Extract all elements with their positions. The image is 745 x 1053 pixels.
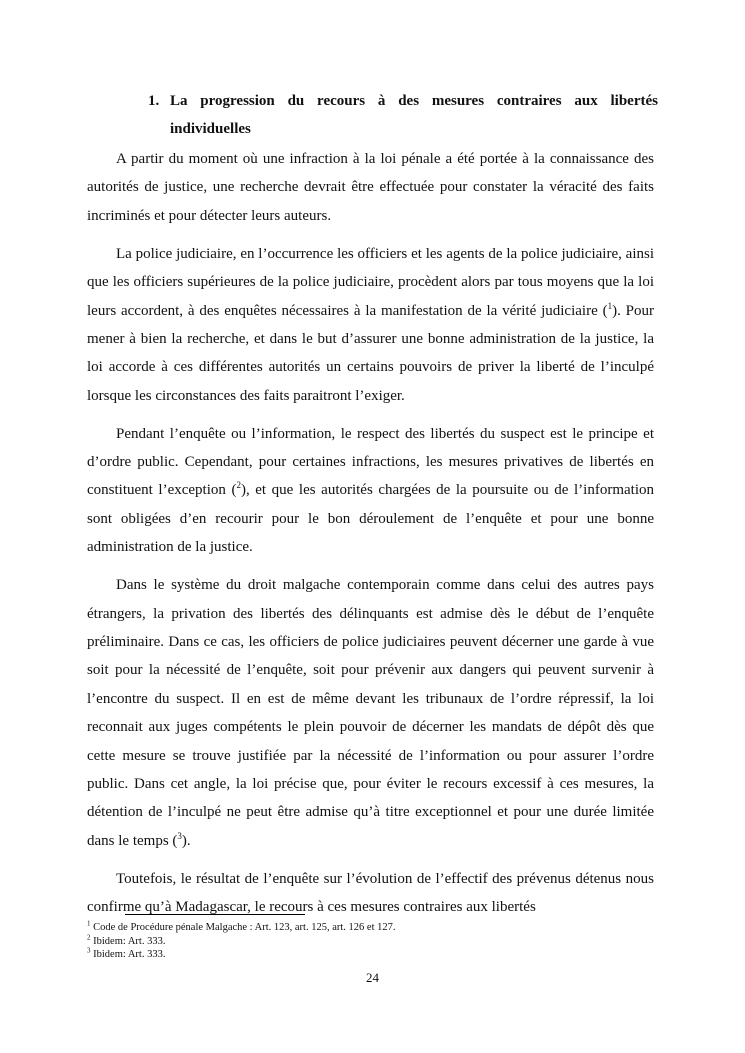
heading-text: La progression du recours à des mesures contraires aux libertés individuelles [170,93,658,137]
paragraph-text: Toutefois, le résultat de l’enquête sur l’évolution de l’effectif des prévenus détenus nous confirme qu’à Madagascar, le recours à ces mesures contraires aux libertés [87,870,654,916]
footnote-number: 1 [87,919,91,928]
footnote [87,935,647,949]
footnote [87,948,647,962]
footnote-text: Code de Procédure pénale Malgache : Art. 123, art. 125, art. 126 et 127. [90,922,396,933]
footnote-number: 3 [87,946,91,955]
footnote-text: Ibidem: Art. 333. [90,949,166,960]
footnote-ref: 2 [236,480,241,491]
footnote-text: Ibidem: Art. 333. [90,935,166,947]
paragraph-text: ), et que les autorités chargées de la poursuite ou de l’information sont obligées d’en recourir pour le bon déroulement de l’enquête et pour une bonne administration de la justice. [87,482,654,556]
paragraph-text: ). [181,832,191,849]
footnote-number: 2 [87,933,91,941]
paragraph-text: ). Pour mener à bien la recherche, et dans le but d’assurer une bonne administration de la justice, la loi accorde à ces différentes autorités un certains pouvoirs de priver la liberté de l’inculpé lorsque les circonstances des faits paraitront l’exiger. [87,302,654,404]
paragraph [87,571,654,855]
page-number: 24 [366,970,379,985]
paragraph-text: A partir du moment où une infraction à la loi pénale a été portée à la connaissance des autorités de justice, une recherche devrait être effectuée pour constater la véracité des faits incriminés et pour détecter leurs auteurs. [87,151,654,224]
heading-number: 1. [148,93,160,109]
paragraph [87,420,654,562]
body-text [87,145,654,931]
paragraph-text: La police judiciaire, en l’occurrence les officiers et les agents de la police judiciaire, ainsi que les officiers supérieures de la police judiciaire, procèdent alors par tous moyens que la loi leurs accordent, à des enquêtes nécessaires à la manifestation de la vérité judiciaire ( [87,245,654,319]
footnote-separator [125,914,305,915]
section-heading [148,87,658,143]
footnote [87,921,647,935]
paragraph [87,240,654,410]
footnote-ref: 1 [607,300,613,311]
paragraph [87,145,654,230]
paragraph-text: Pendant l’enquête ou l’information, le respect des libertés du suspect est le principe et d’ordre public. Cependant, pour certaines infractions, les mesures privatives de libertés en constituent l’exception ( [87,425,654,499]
footnotes [87,921,647,962]
footnote-ref: 3 [177,830,182,841]
paragraph-text: Dans le système du droit malgache contemporain comme dans celui des autres pays étrangers, la privation des libertés des délinquants est admise dès le début de l’enquête préliminaire. Dans ce cas, les officiers de police judiciaires peuvent décerner une garde à vue soit pour la nécessité de l’enquête, soit pour prévenir aux dangers qui peuvent survenir à l’encontre du suspect. Il en est de même devant les tribunaux de l’ordre répressif, la loi reconnait aux juges compétents le plein pouvoir de décerner les mandats de dépôt dès que cette mesure se trouve justifiée par la nécessité de l’information ou pour assurer l’ordre public. Dans cet angle, la loi précise que, pour éviter le recours excessif à ces mesures, la détention de l’inculpé ne peut être admise qu’à titre exceptionnel et pour une durée limitée dans le temps ( [87,577,654,849]
